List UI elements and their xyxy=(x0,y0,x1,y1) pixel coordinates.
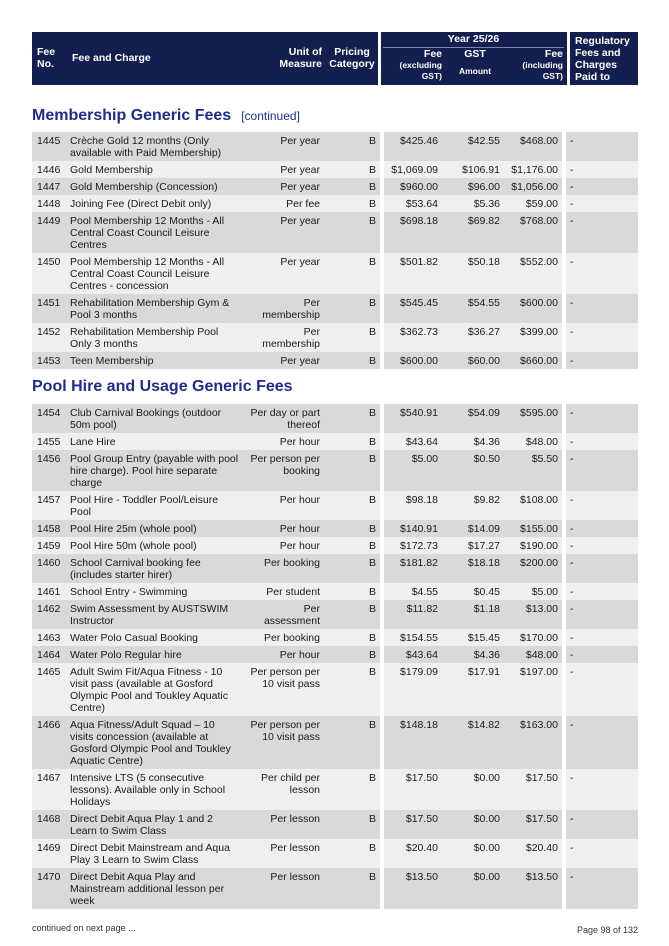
section-title-text: Membership Generic Fees xyxy=(32,107,232,124)
pricing-category: B xyxy=(324,161,380,178)
fee-excl-gst: $13.50 xyxy=(384,868,442,909)
unit-of-measure: Per year xyxy=(244,352,324,369)
fee-number: 1446 xyxy=(32,161,66,178)
fee-number: 1452 xyxy=(32,323,66,352)
regulatory-paid-to: - xyxy=(566,178,638,195)
header-fee-and-charge-label: Fee and Charge xyxy=(72,52,151,64)
fee-incl-gst: $5.00 xyxy=(504,583,562,600)
fee-excl-gst: $179.09 xyxy=(384,663,442,716)
fee-name: Rehabilitation Membership Pool Only 3 months xyxy=(66,323,244,352)
gst-amount: $15.45 xyxy=(442,629,504,646)
fee-name: Pool Membership 12 Months - All Central Coast Council Leisure Centres xyxy=(66,212,244,253)
unit-of-measure: Per person per 10 visit pass xyxy=(244,716,324,769)
membership-fees-body xyxy=(32,132,638,369)
table-row xyxy=(32,132,638,161)
unit-of-measure: Per lesson xyxy=(244,868,324,909)
table-row xyxy=(32,554,638,583)
unit-of-measure: Per year xyxy=(244,132,324,161)
fee-name: Pool Hire 25m (whole pool) xyxy=(66,520,244,537)
fee-incl-gst: $399.00 xyxy=(504,323,562,352)
fee-name: Gold Membership xyxy=(66,161,244,178)
table-row xyxy=(32,294,638,323)
fee-name: Lane Hire xyxy=(66,433,244,450)
fee-excl-gst: $154.55 xyxy=(384,629,442,646)
fee-excl-gst: $140.91 xyxy=(384,520,442,537)
fee-name: Pool Membership 12 Months - All Central Coast Council Leisure Centres - concession xyxy=(66,253,244,294)
gst-amount: $4.36 xyxy=(442,646,504,663)
fee-incl-gst: $1,056.00 xyxy=(504,178,562,195)
gst-amount: $69.82 xyxy=(442,212,504,253)
fee-excl-gst: $53.64 xyxy=(384,195,442,212)
table-row xyxy=(32,450,638,491)
fee-incl-gst: $5.50 xyxy=(504,450,562,491)
table-row xyxy=(32,433,638,450)
table-row xyxy=(32,520,638,537)
fee-number: 1456 xyxy=(32,450,66,491)
pricing-category: B xyxy=(324,537,380,554)
fee-number: 1468 xyxy=(32,810,66,839)
fee-name: Pool Group Entry (payable with pool hire charge). Pool hire separate charge xyxy=(66,450,244,491)
fee-name: Adult Swim Fit/Aqua Fitness - 10 visit pass (available at Gosford Olympic Pool and Toukley Aquatic Centre) xyxy=(66,663,244,716)
unit-of-measure: Per person per booking xyxy=(244,450,324,491)
pricing-category: B xyxy=(324,520,380,537)
unit-of-measure: Per fee xyxy=(244,195,324,212)
fee-number: 1470 xyxy=(32,868,66,909)
fee-incl-gst: $17.50 xyxy=(504,810,562,839)
fee-excl-gst: $545.45 xyxy=(384,294,442,323)
fee-name: Pool Hire 50m (whole pool) xyxy=(66,537,244,554)
fee-name: Intensive LTS (5 consecutive lessons). Available only in School Holidays xyxy=(66,769,244,810)
fee-number: 1454 xyxy=(32,404,66,433)
fee-incl-gst: $155.00 xyxy=(504,520,562,537)
pricing-category: B xyxy=(324,868,380,909)
table-row xyxy=(32,646,638,663)
fee-incl-gst: $197.00 xyxy=(504,663,562,716)
fee-number: 1460 xyxy=(32,554,66,583)
fee-excl-gst: $5.00 xyxy=(384,450,442,491)
pricing-category: B xyxy=(324,212,380,253)
table-row xyxy=(32,323,638,352)
header-gst-sub: Amount xyxy=(458,66,492,76)
fee-number: 1450 xyxy=(32,253,66,294)
pricing-category: B xyxy=(324,646,380,663)
fee-incl-gst: $48.00 xyxy=(504,433,562,450)
fee-name: Club Carnival Bookings (outdoor 50m pool) xyxy=(66,404,244,433)
unit-of-measure: Per booking xyxy=(244,629,324,646)
gst-amount: $0.50 xyxy=(442,450,504,491)
pricing-category: B xyxy=(324,716,380,769)
regulatory-paid-to: - xyxy=(566,583,638,600)
unit-of-measure: Per hour xyxy=(244,537,324,554)
unit-of-measure: Per lesson xyxy=(244,810,324,839)
unit-of-measure: Per child per lesson xyxy=(244,769,324,810)
section-title-membership xyxy=(32,107,300,125)
fee-incl-gst: $59.00 xyxy=(504,195,562,212)
fee-incl-gst: $13.50 xyxy=(504,868,562,909)
header-pricing-category xyxy=(326,32,378,85)
section-title-text: Pool Hire and Usage Generic Fees xyxy=(32,378,293,395)
pricing-category: B xyxy=(324,491,380,520)
fee-excl-gst: $43.64 xyxy=(384,646,442,663)
header-fee-no xyxy=(32,32,66,85)
fee-number: 1458 xyxy=(32,520,66,537)
fee-name: Crèche Gold 12 months (Only available with Paid Membership) xyxy=(66,132,244,161)
fee-incl-gst: $595.00 xyxy=(504,404,562,433)
regulatory-paid-to: - xyxy=(566,195,638,212)
regulatory-paid-to: - xyxy=(566,433,638,450)
header-pricing-category-label: Pricing Category xyxy=(329,46,375,70)
regulatory-paid-to: - xyxy=(566,253,638,294)
pricing-category: B xyxy=(324,132,380,161)
footer-page-number: Page 98 of 132 xyxy=(576,925,638,935)
regulatory-paid-to: - xyxy=(566,839,638,868)
gst-amount: $14.82 xyxy=(442,716,504,769)
unit-of-measure: Per booking xyxy=(244,554,324,583)
gst-amount: $0.00 xyxy=(442,868,504,909)
pool-hire-fees-table xyxy=(32,404,638,909)
fee-number: 1448 xyxy=(32,195,66,212)
fee-incl-gst: $1,176.00 xyxy=(504,161,562,178)
regulatory-paid-to: - xyxy=(566,132,638,161)
gst-amount: $17.91 xyxy=(442,663,504,716)
pricing-category: B xyxy=(324,352,380,369)
regulatory-paid-to: - xyxy=(566,810,638,839)
footer-continued: continued on next page ... xyxy=(32,923,136,933)
fee-excl-gst: $362.73 xyxy=(384,323,442,352)
regulatory-paid-to: - xyxy=(566,323,638,352)
gst-amount: $60.00 xyxy=(442,352,504,369)
pricing-category: B xyxy=(324,769,380,810)
fee-excl-gst: $17.50 xyxy=(384,810,442,839)
fee-excl-gst: $698.18 xyxy=(384,212,442,253)
fee-excl-gst: $43.64 xyxy=(384,433,442,450)
fee-number: 1461 xyxy=(32,583,66,600)
pricing-category: B xyxy=(324,294,380,323)
regulatory-paid-to: - xyxy=(566,404,638,433)
gst-amount: $50.18 xyxy=(442,253,504,294)
pricing-category: B xyxy=(324,839,380,868)
fee-number: 1459 xyxy=(32,537,66,554)
unit-of-measure: Per assessment xyxy=(244,600,324,629)
fee-number: 1463 xyxy=(32,629,66,646)
regulatory-paid-to: - xyxy=(566,352,638,369)
regulatory-paid-to: - xyxy=(566,868,638,909)
table-row xyxy=(32,491,638,520)
gst-amount: $0.00 xyxy=(442,810,504,839)
header-year: Year 25/26 xyxy=(447,33,500,45)
fee-excl-gst: $181.82 xyxy=(384,554,442,583)
pricing-category: B xyxy=(324,663,380,716)
unit-of-measure: Per hour xyxy=(244,520,324,537)
fee-number: 1445 xyxy=(32,132,66,161)
table-row xyxy=(32,253,638,294)
gst-amount: $54.09 xyxy=(442,404,504,433)
unit-of-measure: Per year xyxy=(244,161,324,178)
header-unit-of-measure xyxy=(278,32,326,85)
unit-of-measure: Per membership xyxy=(244,294,324,323)
fee-incl-gst: $17.50 xyxy=(504,769,562,810)
regulatory-paid-to: - xyxy=(566,600,638,629)
gst-amount: $0.00 xyxy=(442,839,504,868)
fee-name: Direct Debit Mainstream and Aqua Play 3 Learn to Swim Class xyxy=(66,839,244,868)
fee-number: 1453 xyxy=(32,352,66,369)
table-row xyxy=(32,195,638,212)
unit-of-measure: Per year xyxy=(244,212,324,253)
table-row xyxy=(32,839,638,868)
unit-of-measure: Per person per 10 visit pass xyxy=(244,663,324,716)
fee-excl-gst: $98.18 xyxy=(384,491,442,520)
pricing-category: B xyxy=(324,554,380,583)
unit-of-measure: Per membership xyxy=(244,323,324,352)
table-row xyxy=(32,352,638,369)
header-regulatory-label: Regulatory Fees and Charges Paid to xyxy=(575,35,630,83)
unit-of-measure: Per lesson xyxy=(244,839,324,868)
header-fee-incl-title: Fee xyxy=(544,48,563,60)
header-gst-title: GST xyxy=(464,48,486,60)
fee-number: 1457 xyxy=(32,491,66,520)
pricing-category: B xyxy=(324,253,380,294)
fee-name: Teen Membership xyxy=(66,352,244,369)
fee-name: Swim Assessment by AUSTSWIM Instructor xyxy=(66,600,244,629)
pricing-category: B xyxy=(324,450,380,491)
table-row xyxy=(32,810,638,839)
fee-name: School Carnival booking fee (includes starter hirer) xyxy=(66,554,244,583)
fee-number: 1465 xyxy=(32,663,66,716)
table-row xyxy=(32,663,638,716)
regulatory-paid-to: - xyxy=(566,629,638,646)
fee-incl-gst: $660.00 xyxy=(504,352,562,369)
header-gst xyxy=(446,48,504,77)
pricing-category: B xyxy=(324,810,380,839)
unit-of-measure: Per year xyxy=(244,253,324,294)
fee-number: 1455 xyxy=(32,433,66,450)
gst-amount: $0.00 xyxy=(442,769,504,810)
unit-of-measure: Per student xyxy=(244,583,324,600)
regulatory-paid-to: - xyxy=(566,646,638,663)
gst-amount: $36.27 xyxy=(442,323,504,352)
fee-name: Pool Hire - Toddler Pool/Leisure Pool xyxy=(66,491,244,520)
section-continued-label: [continued] xyxy=(241,109,300,123)
pricing-category: B xyxy=(324,404,380,433)
gst-amount: $96.00 xyxy=(442,178,504,195)
fee-number: 1462 xyxy=(32,600,66,629)
fee-name: Water Polo Casual Booking xyxy=(66,629,244,646)
header-fee-incl xyxy=(508,48,563,82)
regulatory-paid-to: - xyxy=(566,294,638,323)
fee-excl-gst: $1,069.09 xyxy=(384,161,442,178)
table-row xyxy=(32,161,638,178)
gst-amount: $5.36 xyxy=(442,195,504,212)
fee-excl-gst: $960.00 xyxy=(384,178,442,195)
regulatory-paid-to: - xyxy=(566,554,638,583)
fee-excl-gst: $4.55 xyxy=(384,583,442,600)
pricing-category: B xyxy=(324,433,380,450)
regulatory-paid-to: - xyxy=(566,537,638,554)
table-row xyxy=(32,629,638,646)
unit-of-measure: Per year xyxy=(244,178,324,195)
pricing-category: B xyxy=(324,583,380,600)
section-title-pool-hire xyxy=(32,378,293,396)
pool-hire-fees-body xyxy=(32,404,638,909)
fee-name: School Entry - Swimming xyxy=(66,583,244,600)
table-row xyxy=(32,212,638,253)
header-fee-excl-title: Fee xyxy=(423,48,442,60)
table-row xyxy=(32,537,638,554)
gst-amount: $106.91 xyxy=(442,161,504,178)
header-unit-of-measure-label: Unit of Measure xyxy=(279,46,322,70)
unit-of-measure: Per hour xyxy=(244,646,324,663)
fee-incl-gst: $200.00 xyxy=(504,554,562,583)
fee-number: 1447 xyxy=(32,178,66,195)
fee-incl-gst: $768.00 xyxy=(504,212,562,253)
pricing-category: B xyxy=(324,600,380,629)
table-row xyxy=(32,583,638,600)
regulatory-paid-to: - xyxy=(566,520,638,537)
fee-incl-gst: $108.00 xyxy=(504,491,562,520)
regulatory-paid-to: - xyxy=(566,450,638,491)
regulatory-paid-to: - xyxy=(566,663,638,716)
fee-incl-gst: $170.00 xyxy=(504,629,562,646)
fee-incl-gst: $48.00 xyxy=(504,646,562,663)
pricing-category: B xyxy=(324,195,380,212)
fee-number: 1467 xyxy=(32,769,66,810)
fee-number: 1469 xyxy=(32,839,66,868)
fee-excl-gst: $501.82 xyxy=(384,253,442,294)
fee-incl-gst: $552.00 xyxy=(504,253,562,294)
fee-number: 1449 xyxy=(32,212,66,253)
fee-incl-gst: $13.00 xyxy=(504,600,562,629)
gst-amount: $42.55 xyxy=(442,132,504,161)
fee-incl-gst: $20.40 xyxy=(504,839,562,868)
pricing-category: B xyxy=(324,178,380,195)
gst-amount: $1.18 xyxy=(442,600,504,629)
gst-amount: $17.27 xyxy=(442,537,504,554)
gst-amount: $54.55 xyxy=(442,294,504,323)
unit-of-measure: Per hour xyxy=(244,433,324,450)
fee-excl-gst: $600.00 xyxy=(384,352,442,369)
header-fee-incl-sub: (including GST) xyxy=(522,60,563,81)
fee-incl-gst: $163.00 xyxy=(504,716,562,769)
table-row xyxy=(32,178,638,195)
regulatory-paid-to: - xyxy=(566,716,638,769)
fee-name: Gold Membership (Concession) xyxy=(66,178,244,195)
header-fee-no-label: Fee No. xyxy=(37,46,56,70)
fee-number: 1464 xyxy=(32,646,66,663)
table-row xyxy=(32,769,638,810)
fee-name: Water Polo Regular hire xyxy=(66,646,244,663)
fee-excl-gst: $17.50 xyxy=(384,769,442,810)
fee-name: Aqua Fitness/Adult Squad – 10 visits concession (available at Gosford Olympic Pool and Toukley Aquatic Centre) xyxy=(66,716,244,769)
fee-excl-gst: $540.91 xyxy=(384,404,442,433)
fee-name: Rehabilitation Membership Gym & Pool 3 months xyxy=(66,294,244,323)
fee-excl-gst: $425.46 xyxy=(384,132,442,161)
fee-name: Direct Debit Aqua Play 1 and 2 Learn to Swim Class xyxy=(66,810,244,839)
gst-amount: $18.18 xyxy=(442,554,504,583)
regulatory-paid-to: - xyxy=(566,212,638,253)
fee-excl-gst: $11.82 xyxy=(384,600,442,629)
pricing-category: B xyxy=(324,629,380,646)
table-row xyxy=(32,404,638,433)
header-fee-excl xyxy=(384,48,442,82)
fee-incl-gst: $190.00 xyxy=(504,537,562,554)
gst-amount: $0.45 xyxy=(442,583,504,600)
fee-excl-gst: $20.40 xyxy=(384,839,442,868)
table-row xyxy=(32,716,638,769)
table-row xyxy=(32,600,638,629)
fee-incl-gst: $468.00 xyxy=(504,132,562,161)
header-fee-and-charge xyxy=(66,32,278,85)
gst-amount: $9.82 xyxy=(442,491,504,520)
gst-amount: $4.36 xyxy=(442,433,504,450)
header-fee-excl-sub: (excluding GST) xyxy=(399,60,442,81)
regulatory-paid-to: - xyxy=(566,161,638,178)
regulatory-paid-to: - xyxy=(566,491,638,520)
pricing-category: B xyxy=(324,323,380,352)
table-row xyxy=(32,868,638,909)
fee-name: Joining Fee (Direct Debit only) xyxy=(66,195,244,212)
fee-excl-gst: $148.18 xyxy=(384,716,442,769)
unit-of-measure: Per hour xyxy=(244,491,324,520)
header-regulatory xyxy=(570,32,638,85)
fee-number: 1466 xyxy=(32,716,66,769)
regulatory-paid-to: - xyxy=(566,769,638,810)
membership-fees-table xyxy=(32,132,638,369)
fee-name: Direct Debit Aqua Play and Mainstream additional lesson per week xyxy=(66,868,244,909)
fee-number: 1451 xyxy=(32,294,66,323)
unit-of-measure: Per day or part thereof xyxy=(244,404,324,433)
fee-incl-gst: $600.00 xyxy=(504,294,562,323)
fee-excl-gst: $172.73 xyxy=(384,537,442,554)
gst-amount: $14.09 xyxy=(442,520,504,537)
